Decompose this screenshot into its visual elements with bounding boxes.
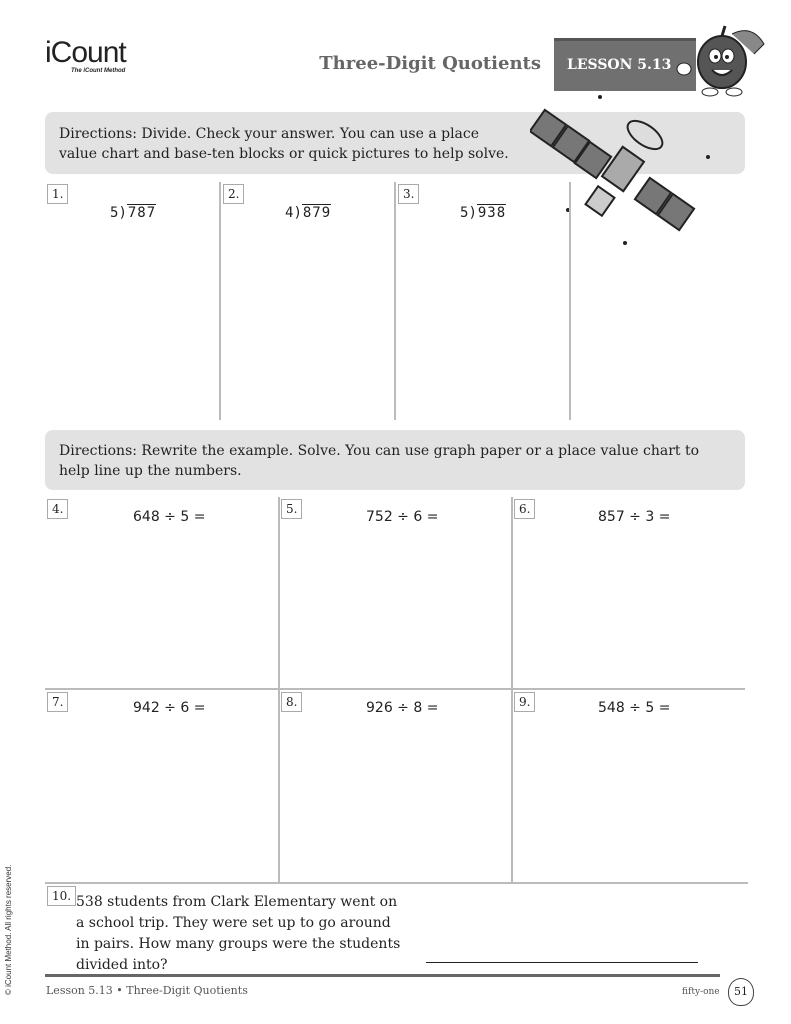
problem-number: 4. xyxy=(47,499,68,519)
footer-rule xyxy=(45,974,720,977)
long-division-problem-3: 5)938 xyxy=(460,205,507,221)
divisor: 5 xyxy=(110,205,119,221)
long-division-problem-1: 5)787 xyxy=(110,205,157,221)
divider xyxy=(569,182,571,420)
word-problem-text: 538 students from Clark Elementary went on a school trip. They were set up to go around in pairs. How many groups were the students divided into? xyxy=(76,894,401,973)
division-expression: 926 ÷ 8 = xyxy=(366,700,439,716)
division-expression: 942 ÷ 6 = xyxy=(133,700,206,716)
divider xyxy=(45,688,745,690)
problem-number: 8. xyxy=(281,692,302,712)
divisor: 4 xyxy=(285,205,294,221)
long-division-problem-2: 4)879 xyxy=(285,205,332,221)
problem-number: 10. xyxy=(47,886,76,906)
dividend: 787 xyxy=(127,205,157,221)
divider xyxy=(394,182,396,420)
directions-box-2: Directions: Rewrite the example. Solve. You can use graph paper or a place value chart to help line up the numbers. xyxy=(45,430,745,490)
problem-number: 3. xyxy=(398,184,419,204)
problem-number: 1. xyxy=(47,184,68,204)
footer-lesson: Lesson 5.13 • Three-Digit Quotients xyxy=(46,984,248,997)
satellite-illustration xyxy=(530,95,720,255)
divider xyxy=(219,182,221,420)
problem-number: 7. xyxy=(47,692,68,712)
divider xyxy=(45,882,748,884)
dividend: 938 xyxy=(477,205,507,221)
dividend: 879 xyxy=(302,205,332,221)
problem-number: 5. xyxy=(281,499,302,519)
divisor: 5 xyxy=(460,205,469,221)
division-expression: 857 ÷ 3 = xyxy=(598,509,671,525)
division-expression: 648 ÷ 5 = xyxy=(133,509,206,525)
page-title: Three-Digit Quotients xyxy=(319,53,541,74)
problem-number: 2. xyxy=(223,184,244,204)
lesson-label: LESSON 5.13 xyxy=(567,57,672,73)
problem-number: 9. xyxy=(514,692,535,712)
directions-box-1: Directions: Divide. Check your answer. You can use a place value chart and base-ten blocks or quick pictures to help solve. xyxy=(45,112,745,174)
page-word: fifty-one xyxy=(682,987,720,997)
logo-tagline: The iCount Method xyxy=(71,68,126,74)
page-number: 51 xyxy=(728,978,754,1006)
logo-text: iCount xyxy=(45,36,126,69)
copyright: © iCount Method. All rights reserved. xyxy=(4,864,13,995)
answer-line[interactable] xyxy=(426,962,698,963)
division-expression: 752 ÷ 6 = xyxy=(366,509,439,525)
problem-number: 6. xyxy=(514,499,535,519)
icount-logo xyxy=(45,38,126,74)
apple-mascot-illustration xyxy=(672,24,772,98)
division-expression: 548 ÷ 5 = xyxy=(598,700,671,716)
